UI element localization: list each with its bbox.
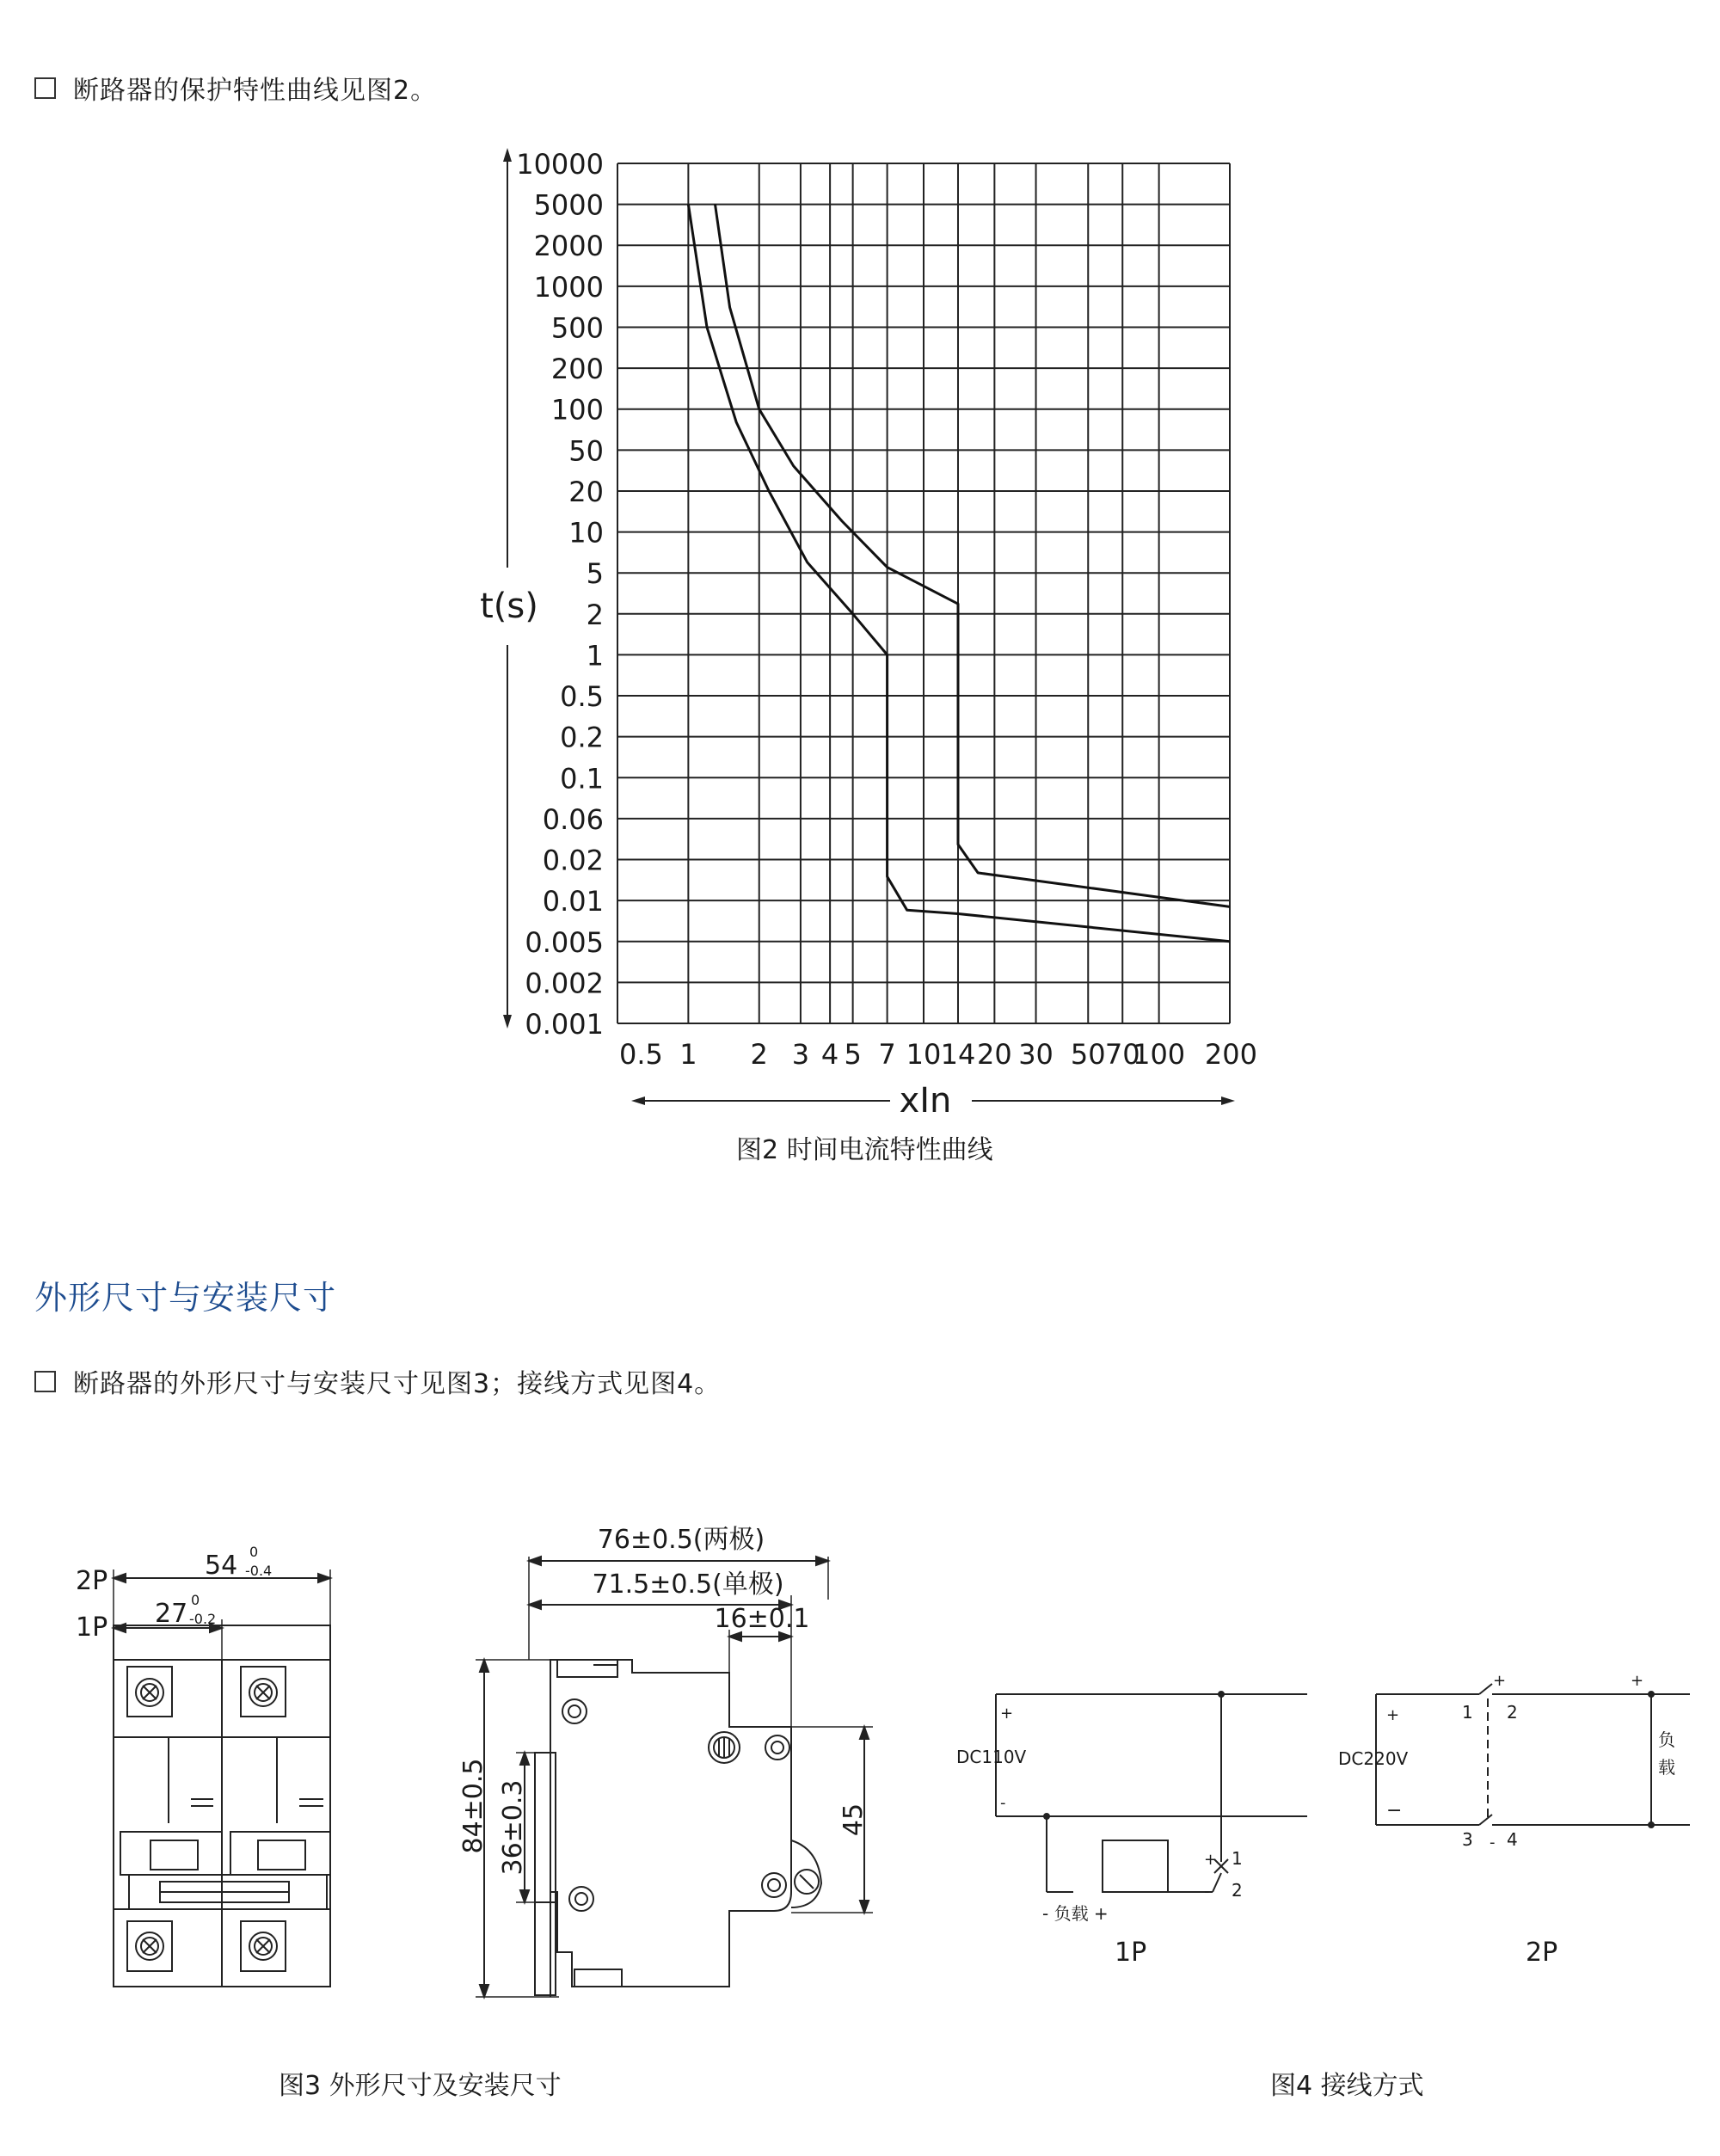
wiring-2p-drawing [1376,1684,1690,1827]
x-tick-label: 0.5 [619,1038,663,1071]
y-tick-label: 5000 [533,188,604,222]
x-tick-label: 200 [1204,1038,1257,1071]
y-tick-label: 1 [586,639,604,673]
y-tick-label: 2000 [533,230,604,263]
p1-contact-plus: + [1204,1851,1218,1869]
p1-plus: + [1000,1705,1014,1723]
y-tick-label: 0.06 [542,802,604,836]
x-tick-label: 7 [878,1038,896,1071]
p1-label: 1P [1115,1938,1147,1968]
x-tick-label: 3 [791,1038,810,1071]
y-tick-label: 0.5 [560,680,604,714]
dim-45: 45 [838,1803,869,1837]
p1-contact-2: 2 [1232,1880,1243,1901]
p2-load-2: 载 [1658,1757,1675,1778]
side-view-drawing [476,1557,873,1997]
p2-bottom-minus: - [1490,1834,1496,1852]
dim-27: 27 [155,1599,188,1629]
p2-label: 2P [1526,1938,1558,1968]
dim-54: 54 [205,1551,238,1581]
fig3-caption: 图3 外形尺寸及安装尺寸 [279,2071,562,2101]
p1-load: - 负载 + [1042,1903,1109,1924]
y-tick-label: 10000 [516,148,604,181]
y-tick-label: 0.02 [542,844,604,877]
y-tick-label: 100 [550,393,604,427]
y-tick-label: 0.001 [525,1008,604,1041]
dim-84: 84±0.5 [458,1758,488,1854]
p2-n2: 2 [1507,1702,1518,1723]
y-tick-label: 10 [568,516,604,550]
p2-top-plus-a: + [1493,1672,1507,1690]
section-title: 外形尺寸与安装尺寸 [34,1279,337,1317]
front-view-drawing [114,1569,330,1987]
y-tick-label: 5 [586,557,604,591]
x-tick-label: 14 [940,1038,976,1071]
x-tick-label: 100 [1133,1038,1186,1071]
p1-minus: - [1000,1794,1006,1812]
x-tick-label: 2 [750,1038,768,1071]
y-tick-label: 0.002 [525,967,604,1000]
y-tick-label: 2 [586,598,604,631]
p1-contact-1: 1 [1232,1848,1243,1869]
y-tick-label: 1000 [533,270,604,304]
x-tick-label: 50 [1070,1038,1106,1071]
x-tick-label: 1 [679,1038,697,1071]
y-tick-label: 200 [550,353,604,386]
section-text: 断路器的外形尺寸与安装尺寸见图3；接线方式见图4。 [73,1369,722,1399]
fig2-caption: 图2 时间电流特性曲线 [736,1135,993,1165]
dim-54-tol-up: 0 [249,1544,259,1560]
p1-contact-minus: - [1204,1883,1210,1901]
label-2p: 2P [76,1566,108,1596]
dim-54-tol-low: -0.4 [245,1563,273,1579]
dim-27-tol-up: 0 [191,1592,200,1608]
p1-source: DC110V [956,1747,1027,1767]
p2-plus: + [1386,1706,1400,1724]
y-tick-label: 500 [550,311,604,345]
x-tick-label: 4 [820,1038,839,1071]
p2-minus: − [1386,1800,1403,1821]
x-tick-label: 30 [1018,1038,1054,1071]
wiring-1p-drawing [996,1692,1307,1892]
x-axis-label: xIn [899,1081,952,1121]
y-tick-label: 50 [568,434,604,468]
p2-source: DC220V [1338,1748,1409,1769]
dim-36: 36±0.3 [498,1779,528,1876]
y-tick-label: 0.2 [560,721,604,754]
p2-top-plus-b: + [1631,1672,1644,1690]
y-tick-label: 0.005 [525,925,604,959]
p2-n4: 4 [1507,1829,1518,1850]
p2-n3: 3 [1462,1829,1473,1850]
p2-load-1: 负 [1658,1729,1675,1750]
y-tick-label: 20 [568,475,604,508]
y-axis-label: t(s) [480,587,538,626]
x-tick-label: 10 [906,1038,942,1071]
x-tick-label: 70 [1104,1038,1140,1071]
x-tick-label: 5 [844,1038,862,1071]
y-tick-label: 0.1 [560,762,604,795]
p2-n1: 1 [1462,1702,1473,1723]
intro-text: 断路器的保护特性曲线见图2。 [73,76,438,106]
dim-16: 16±0.1 [714,1604,810,1634]
x-tick-label: 20 [977,1038,1012,1071]
fig4-caption: 图4 接线方式 [1270,2071,1424,2101]
y-tick-label: 0.01 [542,885,604,918]
dim-27-tol-low: -0.2 [189,1611,217,1627]
dim-76: 76±0.5(两极) [597,1525,765,1555]
dim-71-5: 71.5±0.5(单极) [592,1569,784,1600]
label-1p: 1P [76,1612,108,1643]
